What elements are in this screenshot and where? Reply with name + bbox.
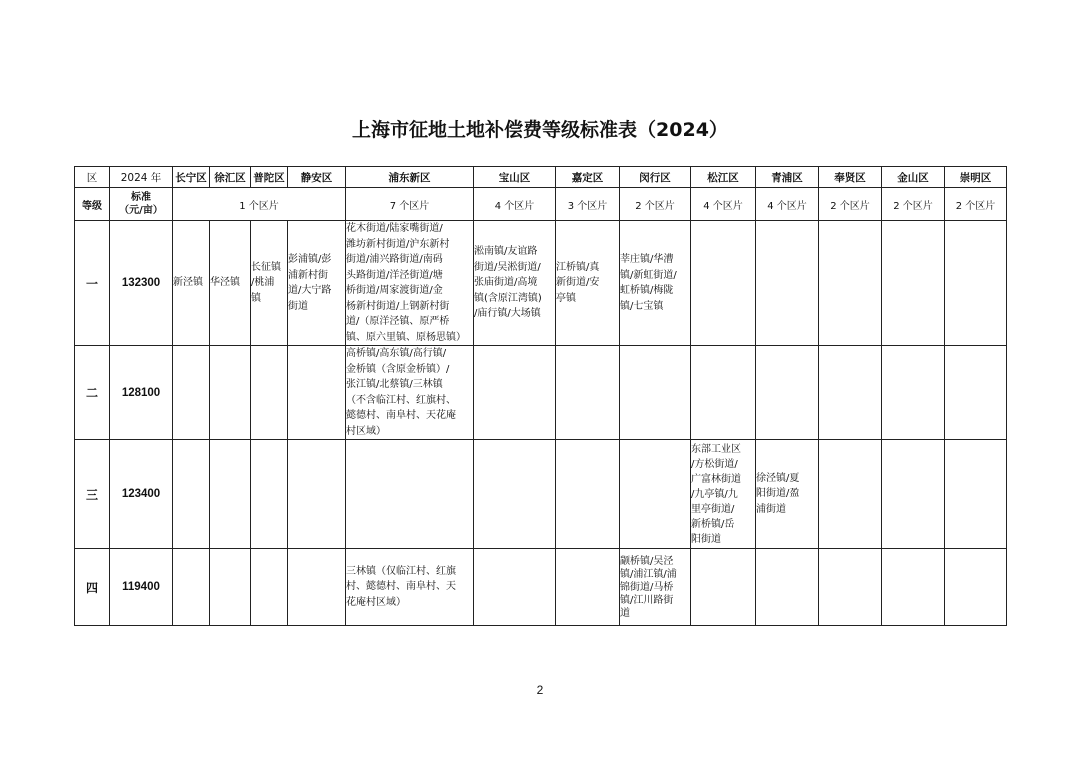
table-row bbox=[75, 221, 1007, 346]
header-qingpu: 青浦区 bbox=[756, 167, 819, 188]
cell-qingpu bbox=[756, 221, 819, 346]
cell-baoshan bbox=[474, 549, 556, 626]
cell-jiading bbox=[556, 549, 620, 626]
cell-chongming bbox=[945, 549, 1007, 626]
subheader-areas-pudong: 7 个区片 bbox=[346, 188, 474, 221]
subheader-grade: 等级 bbox=[75, 188, 110, 221]
header-baoshan: 宝山区 bbox=[474, 167, 556, 188]
price-cell: 128100 bbox=[110, 346, 173, 440]
cell-jinshan bbox=[882, 221, 945, 346]
subheader-areas-jinshan: 2 个区片 bbox=[882, 188, 945, 221]
cell-changning: 新泾镇 bbox=[173, 221, 210, 346]
grade-cell: 二 bbox=[75, 346, 110, 440]
grade-cell: 一 bbox=[75, 221, 110, 346]
header-putuo: 普陀区 bbox=[251, 167, 288, 188]
cell-jiading bbox=[556, 440, 620, 549]
cell-pudong: 高桥镇/高东镇/高行镇/ 金桥镇（含原金桥镇）/ 张江镇/北蔡镇/三林镇 （不含临江村、红旗村、 懿德村、南阜村、天花庵 村区域） bbox=[346, 346, 474, 440]
cell-pudong: 三林镇（仅临江村、红旗 村、懿德村、南阜村、天 花庵村区域） bbox=[346, 549, 474, 626]
header-jingan: 静安区 bbox=[288, 167, 346, 188]
cell-putuo bbox=[251, 440, 288, 549]
cell-qingpu: 徐泾镇/夏 阳街道/盈 浦街道 bbox=[756, 440, 819, 549]
cell-songjiang bbox=[691, 221, 756, 346]
header-row bbox=[75, 167, 1007, 188]
subheader-areas-songjiang: 4 个区片 bbox=[691, 188, 756, 221]
cell-qingpu bbox=[756, 549, 819, 626]
header-pudong: 浦东新区 bbox=[346, 167, 474, 188]
header-fengxian: 奉贤区 bbox=[819, 167, 882, 188]
cell-jingan bbox=[288, 440, 346, 549]
cell-pudong: 花木街道/陆家嘴街道/ 潍坊新村街道/沪东新村 街道/浦兴路街道/南码 头路街道/洋泾街道/塘 桥街道/周家渡街道/金 杨新村街道/上钢新村街 道/（原洋泾镇、原严桥 镇、原六里镇、原杨思镇） bbox=[346, 221, 474, 346]
cell-fengxian bbox=[819, 221, 882, 346]
cell-putuo: 长征镇 /桃浦 镇 bbox=[251, 221, 288, 346]
cell-songjiang bbox=[691, 346, 756, 440]
cell-changning bbox=[173, 549, 210, 626]
cell-fengxian bbox=[819, 346, 882, 440]
header-songjiang: 松江区 bbox=[691, 167, 756, 188]
cell-changning bbox=[173, 440, 210, 549]
cell-putuo bbox=[251, 549, 288, 626]
cell-baoshan bbox=[474, 440, 556, 549]
header-district: 区 bbox=[75, 167, 110, 188]
cell-minhang: 颛桥镇/吴泾 镇/浦江镇/浦 锦街道/马桥 镇/江川路街 道 bbox=[620, 549, 691, 626]
cell-baoshan: 淞南镇/友谊路 街道/吴淞街道/ 张庙街道/高境 镇(含原江湾镇) /庙行镇/大场镇 bbox=[474, 221, 556, 346]
cell-putuo bbox=[251, 346, 288, 440]
cell-chongming bbox=[945, 440, 1007, 549]
table-row bbox=[75, 346, 1007, 440]
price-cell: 132300 bbox=[110, 221, 173, 346]
cell-jiading bbox=[556, 346, 620, 440]
cell-minhang bbox=[620, 440, 691, 549]
cell-qingpu bbox=[756, 346, 819, 440]
table-row bbox=[75, 440, 1007, 549]
grade-cell: 三 bbox=[75, 440, 110, 549]
header-year: 2024 年 bbox=[110, 167, 173, 188]
cell-xuhui bbox=[210, 346, 251, 440]
cell-songjiang: 东部工业区 /方松街道/ 广富林街道 /九亭镇/九 里亭街道/ 新桥镇/岳 阳街道 bbox=[691, 440, 756, 549]
header-xuhui: 徐汇区 bbox=[210, 167, 251, 188]
subheader-areas-jiading: 3 个区片 bbox=[556, 188, 620, 221]
subheader-areas-baoshan: 4 个区片 bbox=[474, 188, 556, 221]
cell-jingan: 彭浦镇/彭 浦新村街 道/大宁路 街道 bbox=[288, 221, 346, 346]
subheader-areas-qingpu: 4 个区片 bbox=[756, 188, 819, 221]
header-changning: 长宁区 bbox=[173, 167, 210, 188]
table-row bbox=[75, 549, 1007, 626]
subheader-areas-central: 1 个区片 bbox=[173, 188, 346, 221]
cell-xuhui: 华泾镇 bbox=[210, 221, 251, 346]
header-chongming: 崇明区 bbox=[945, 167, 1007, 188]
subheader-standard: 标准 （元/亩） bbox=[110, 188, 173, 221]
grade-cell: 四 bbox=[75, 549, 110, 626]
header-minhang: 闵行区 bbox=[620, 167, 691, 188]
cell-jinshan bbox=[882, 346, 945, 440]
page-title: 上海市征地土地补偿费等级标准表（2024） bbox=[352, 119, 728, 141]
price-cell: 119400 bbox=[110, 549, 173, 626]
cell-songjiang bbox=[691, 549, 756, 626]
cell-xuhui bbox=[210, 549, 251, 626]
cell-jingan bbox=[288, 549, 346, 626]
subheader-areas-minhang: 2 个区片 bbox=[620, 188, 691, 221]
subheader-row bbox=[75, 188, 1007, 221]
page-number: 2 bbox=[536, 683, 544, 697]
compensation-table bbox=[74, 166, 1007, 626]
cell-pudong bbox=[346, 440, 474, 549]
header-jiading: 嘉定区 bbox=[556, 167, 620, 188]
cell-fengxian bbox=[819, 440, 882, 549]
cell-chongming bbox=[945, 346, 1007, 440]
cell-jinshan bbox=[882, 549, 945, 626]
cell-minhang: 莘庄镇/华漕 镇/新虹街道/ 虹桥镇/梅陇 镇/七宝镇 bbox=[620, 221, 691, 346]
cell-minhang bbox=[620, 346, 691, 440]
cell-baoshan bbox=[474, 346, 556, 440]
cell-jinshan bbox=[882, 440, 945, 549]
cell-fengxian bbox=[819, 549, 882, 626]
cell-chongming bbox=[945, 221, 1007, 346]
cell-jiading: 江桥镇/真 新街道/安 亭镇 bbox=[556, 221, 620, 346]
cell-xuhui bbox=[210, 440, 251, 549]
subheader-areas-chongming: 2 个区片 bbox=[945, 188, 1007, 221]
header-jinshan: 金山区 bbox=[882, 167, 945, 188]
subheader-areas-fengxian: 2 个区片 bbox=[819, 188, 882, 221]
cell-jingan bbox=[288, 346, 346, 440]
cell-changning bbox=[173, 346, 210, 440]
price-cell: 123400 bbox=[110, 440, 173, 549]
